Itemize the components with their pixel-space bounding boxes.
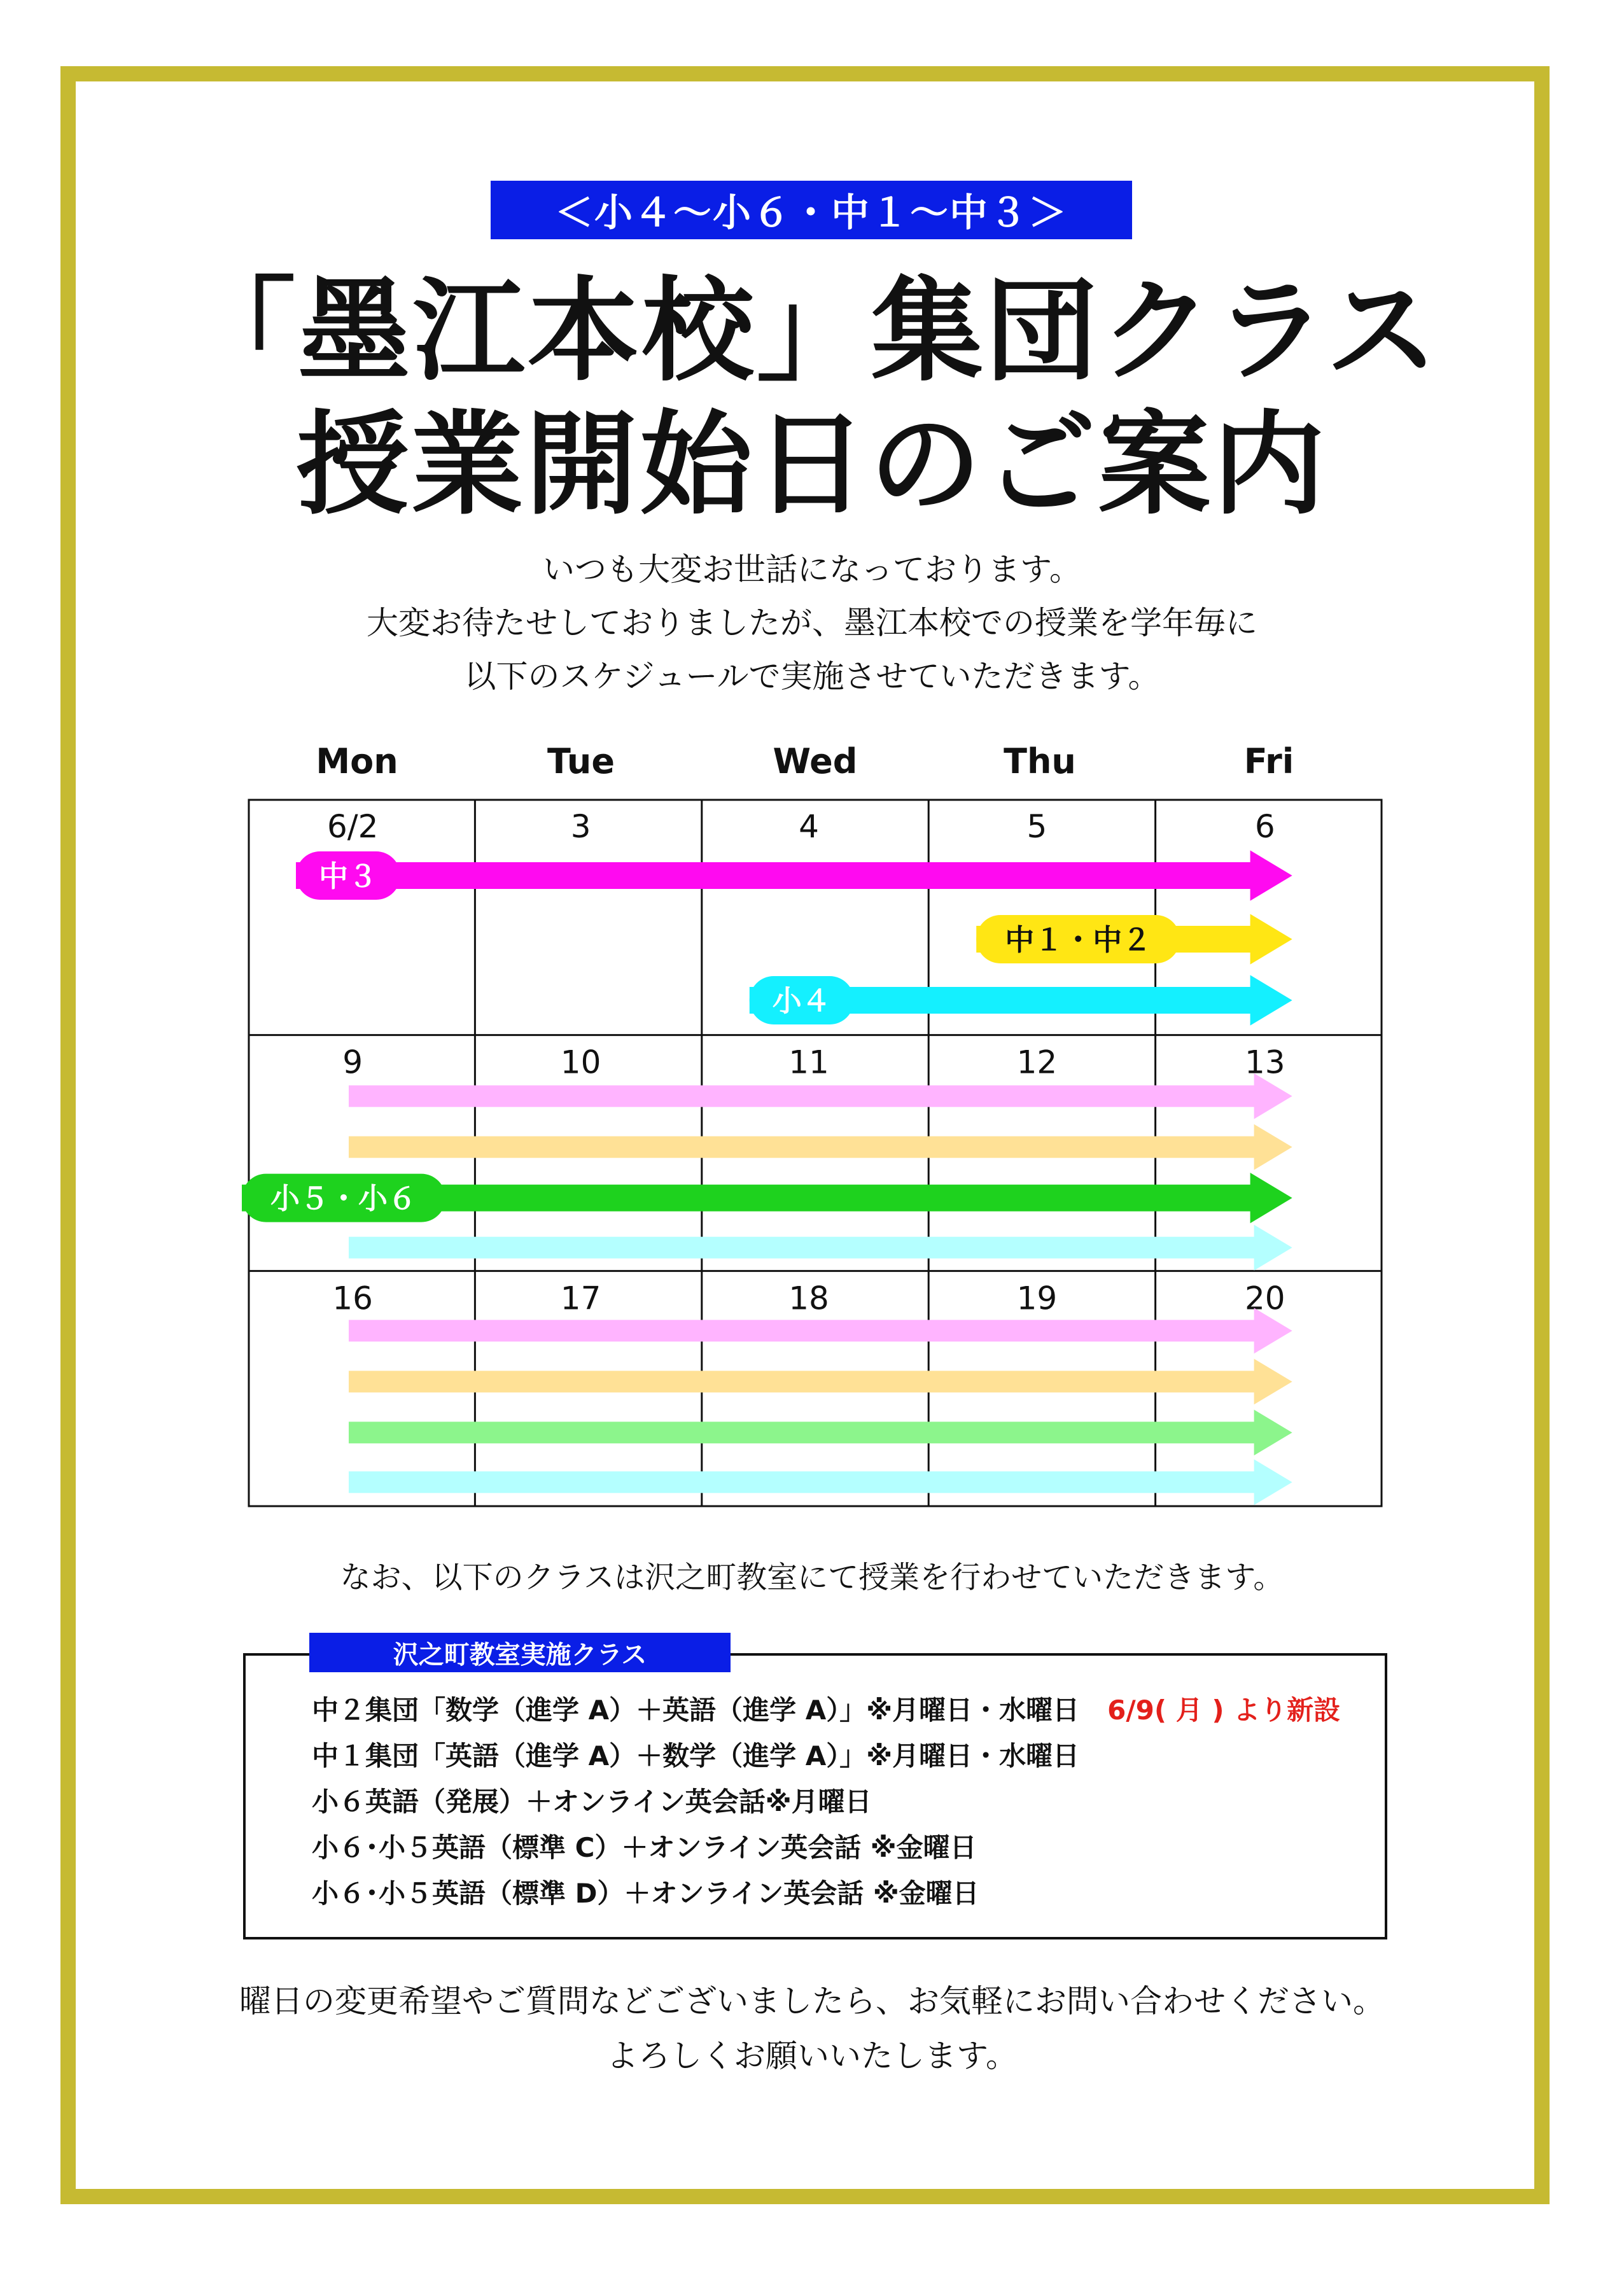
day-name-tue: Tue (547, 741, 615, 781)
arrow-shaft (349, 1086, 1256, 1107)
arrow-head (1254, 1459, 1292, 1505)
sawanocho-note: なお、以下のクラスは沢之町教室にて授業を行わせていただきます。 (340, 1560, 1284, 1595)
arrow-label: 中３ (319, 859, 377, 893)
calendar-date: 5 (1026, 808, 1047, 845)
calendar-date: 16 (332, 1280, 374, 1317)
outro-line-1: 曜日の変更希望やご質問などございましたら、お気軽にお問い合わせください。 (239, 1983, 1385, 2020)
day-name-mon: Mon (316, 741, 398, 781)
arrow-head (1254, 1409, 1292, 1455)
arrow-label: 中１・中２ (1005, 923, 1152, 957)
calendar-date: 19 (1016, 1280, 1058, 1317)
arrow-shaft (349, 1422, 1256, 1443)
arrow-head (1250, 850, 1292, 900)
day-name-fri: Fri (1243, 741, 1294, 781)
grade-banner: ＜小４～小６・中１～中３＞ (491, 181, 1132, 239)
arrow-shaft (349, 1237, 1256, 1259)
calendar-date: 20 (1244, 1280, 1285, 1317)
arrow-head (1250, 914, 1292, 964)
day-name-thu: Thu (1004, 741, 1076, 781)
calendar-date: 18 (788, 1280, 829, 1317)
class-line-3-text: 小６英語（発展）＋オンライン英会話※月曜日 (312, 1786, 872, 1817)
intro-line-2: 大変お待たせしておりましたが、墨江本校での授業を学年毎に (367, 604, 1257, 641)
calendar-date: 12 (1016, 1044, 1058, 1081)
calendar-date: 17 (560, 1280, 601, 1317)
arrow-head (1250, 975, 1292, 1025)
arrow-shaft (349, 1471, 1256, 1493)
calendar-date: 6/2 (326, 808, 379, 845)
class-line-4-text: 小６･小５英語（標準 C）＋オンライン英会話 ※金曜日 (312, 1832, 977, 1863)
arrow-shaft (349, 1136, 1256, 1158)
arrow-shaft (296, 862, 1252, 889)
intro-line-3: 以下のスケジュールで実施させていただきます。 (464, 658, 1160, 695)
arrow-head (1254, 1359, 1292, 1404)
calendar-date: 10 (560, 1044, 601, 1081)
class-line-2 (312, 1737, 1079, 1775)
class-line-2-text: 中１集団「英語（進学 A）＋数学（進学 A）」※月曜日・水曜日 (312, 1740, 1080, 1771)
class-line-1 (312, 1691, 1340, 1729)
class-line-5 (312, 1875, 979, 1913)
class-line-4 (312, 1829, 977, 1867)
intro-line-1: いつも大変お世話になっております。 (543, 551, 1081, 588)
arrow-head (1250, 1173, 1292, 1223)
day-name-wed: Wed (773, 741, 858, 781)
outro-line-2: よろしくお願いいたします。 (606, 2037, 1018, 2074)
arrow-shaft (349, 1371, 1256, 1392)
sawanocho-class-label: 沢之町教室実施クラス (309, 1633, 731, 1672)
class-line-1-text: 中２集団「数学（進学 A）＋英語（進学 A）」※月曜日・水曜日 (312, 1695, 1080, 1726)
calendar-date: 13 (1244, 1044, 1285, 1081)
title-line-1: 「墨江本校」集団クラス (183, 265, 1441, 396)
calendar-date: 6 (1254, 808, 1275, 845)
calendar-date: 4 (799, 808, 819, 845)
calendar-date: 11 (788, 1044, 829, 1081)
arrow-label: 小４ (772, 984, 831, 1018)
schedule-calendar (248, 799, 1382, 1507)
calendar-date: 9 (342, 1044, 363, 1081)
arrow-head (1254, 1124, 1292, 1170)
class-line-5-text: 小６･小５英語（標準 D）＋オンライン英会話 ※金曜日 (312, 1878, 979, 1909)
title-line-2: 授業開始日のご案内 (296, 398, 1327, 530)
class-line-3 (312, 1783, 872, 1821)
arrow-label: 小５・小６ (270, 1181, 417, 1216)
arrow-shaft (349, 1320, 1256, 1341)
calendar-date: 3 (570, 808, 591, 845)
arrow-head (1254, 1225, 1292, 1271)
class-line-1-new-badge: 6/9( 月 ) より新設 (1107, 1695, 1341, 1726)
